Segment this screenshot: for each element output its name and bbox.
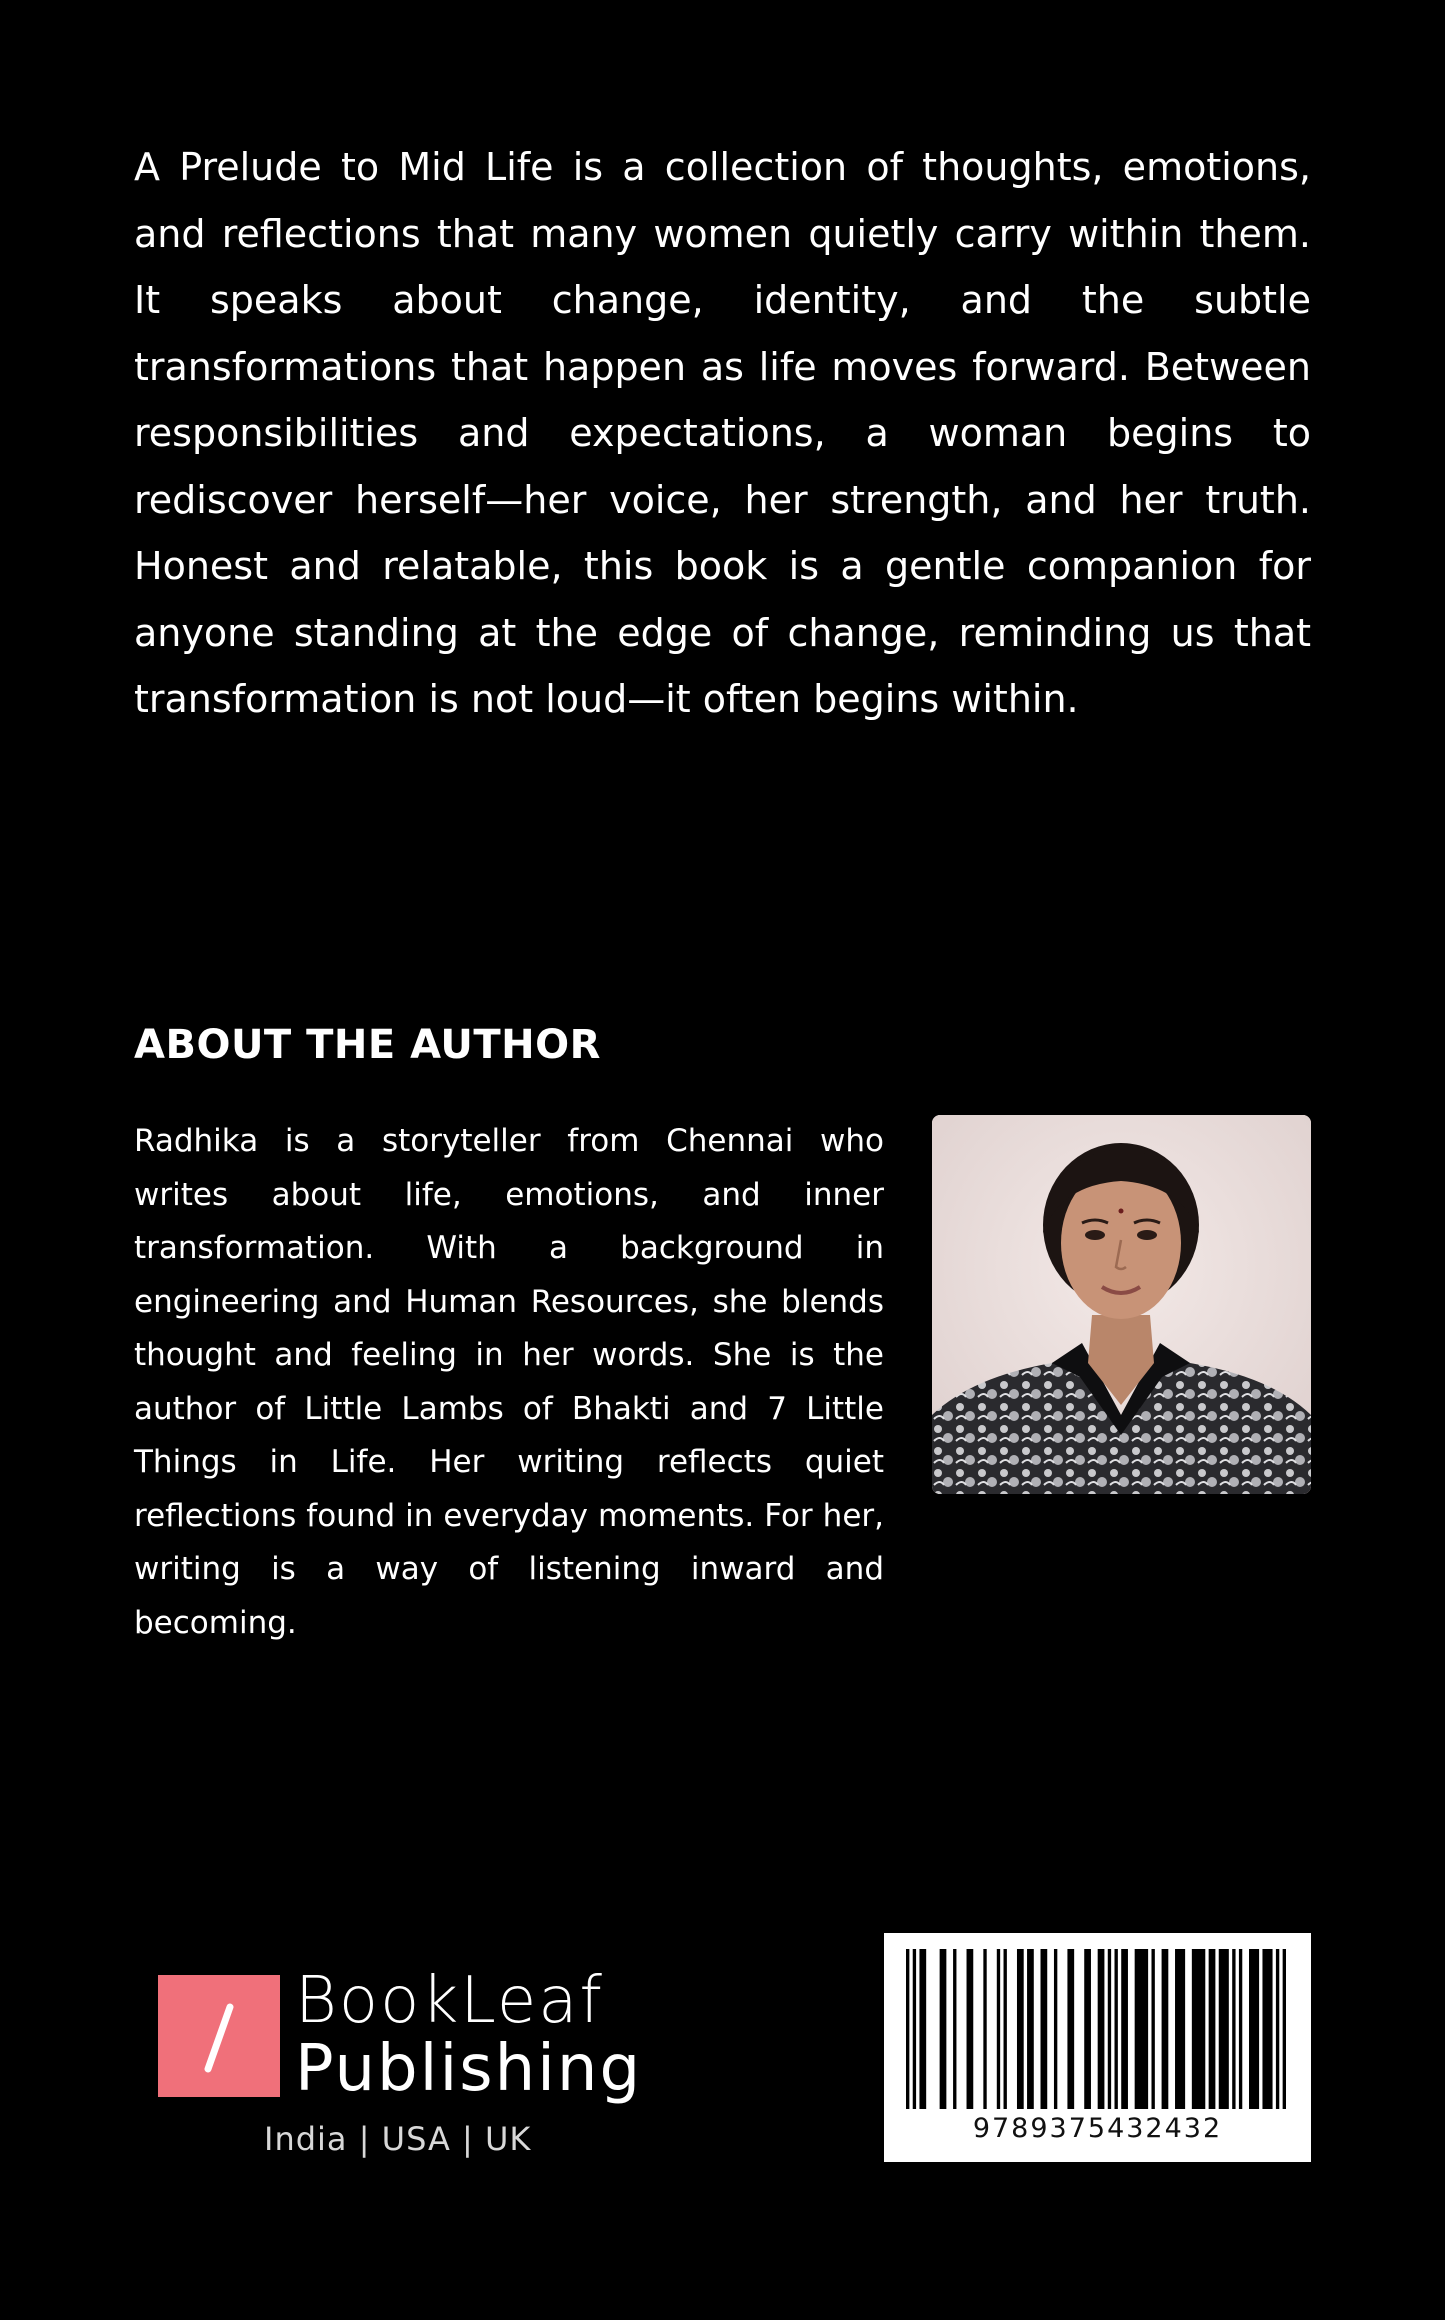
barcode-bar — [1054, 1949, 1057, 2109]
barcode-bar — [1232, 1949, 1235, 2109]
barcode-bar — [1121, 1949, 1128, 2109]
barcode-bar — [1135, 1949, 1148, 2109]
barcode-bar — [1027, 1949, 1034, 2109]
book-blurb: A Prelude to Mid Life is a collection of thoughts, emotions, and reflections that many women quietly carry within them. It speaks about change, identity, and the subtle transformations that happen as life moves forward. Between responsibilities and expectations, a woman begins to rediscover herself—her voice, her strength, and her truth. Honest and relatable, this book is a gentle companion for anyone standing at the edge of change, reminding us that transformation is not loud—it often begins within. — [134, 145, 1311, 721]
barcode-bar — [1108, 1949, 1111, 2109]
publisher-name-line2: Publishing — [295, 2032, 643, 2106]
barcode-bar — [1041, 1949, 1048, 2109]
barcode-bar — [1115, 1949, 1118, 2109]
barcode-bar — [1192, 1949, 1205, 2109]
barcode-bar — [1283, 1949, 1286, 2109]
barcode-bar — [1098, 1949, 1105, 2109]
publisher-logo — [158, 1964, 643, 2165]
barcode-bar — [913, 1949, 916, 2109]
barcode-bar — [1219, 1949, 1229, 2109]
author-photo — [932, 1115, 1311, 1494]
isbn-barcode — [884, 1933, 1311, 2162]
isbn-number: 9789375432432 — [972, 2113, 1223, 2144]
barcode-bars — [900, 1949, 1295, 2109]
barcode-bar — [1004, 1949, 1007, 2109]
barcode-bar — [1276, 1949, 1279, 2109]
author-bio: Radhika is a storyteller from Chennai who writes about life, emotions, and inner transformation. With a background in engineering and Human Resources, she blends thought and feeling in her words. She is the author of Little Lambs of Bhakti and 7 Little Things in Life. Her writing reflects quiet reflections found in everyday moments. For her, writing is a way of listening inward and becoming. — [134, 1123, 884, 1641]
barcode-bar — [1209, 1949, 1216, 2109]
barcode-bar — [983, 1949, 986, 2109]
barcode-bar — [906, 1949, 909, 2109]
barcode-bar — [1162, 1949, 1169, 2109]
barcode-bar — [953, 1949, 956, 2109]
about-author-heading: ABOUT THE AUTHOR — [134, 1022, 601, 1068]
barcode-bar — [1262, 1949, 1272, 2109]
publisher-regions: India | USA | UK — [264, 2120, 532, 2158]
publisher-mark-icon — [158, 1975, 280, 2097]
barcode-bar — [1067, 1949, 1074, 2109]
barcode-bar — [1084, 1949, 1091, 2109]
barcode-bar — [919, 1949, 926, 2109]
publisher-name-line1: BookLeaf — [295, 1964, 604, 2038]
barcode-bar — [1017, 1949, 1024, 2109]
author-portrait-illustration — [932, 1115, 1311, 1494]
barcode-bar — [1151, 1949, 1154, 2109]
barcode-bar — [1249, 1949, 1259, 2109]
barcode-bar — [1239, 1949, 1242, 2109]
barcode-bar — [997, 1949, 1000, 2109]
barcode-bar — [1175, 1949, 1185, 2109]
barcode-bar — [940, 1949, 947, 2109]
barcode-bar — [967, 1949, 974, 2109]
